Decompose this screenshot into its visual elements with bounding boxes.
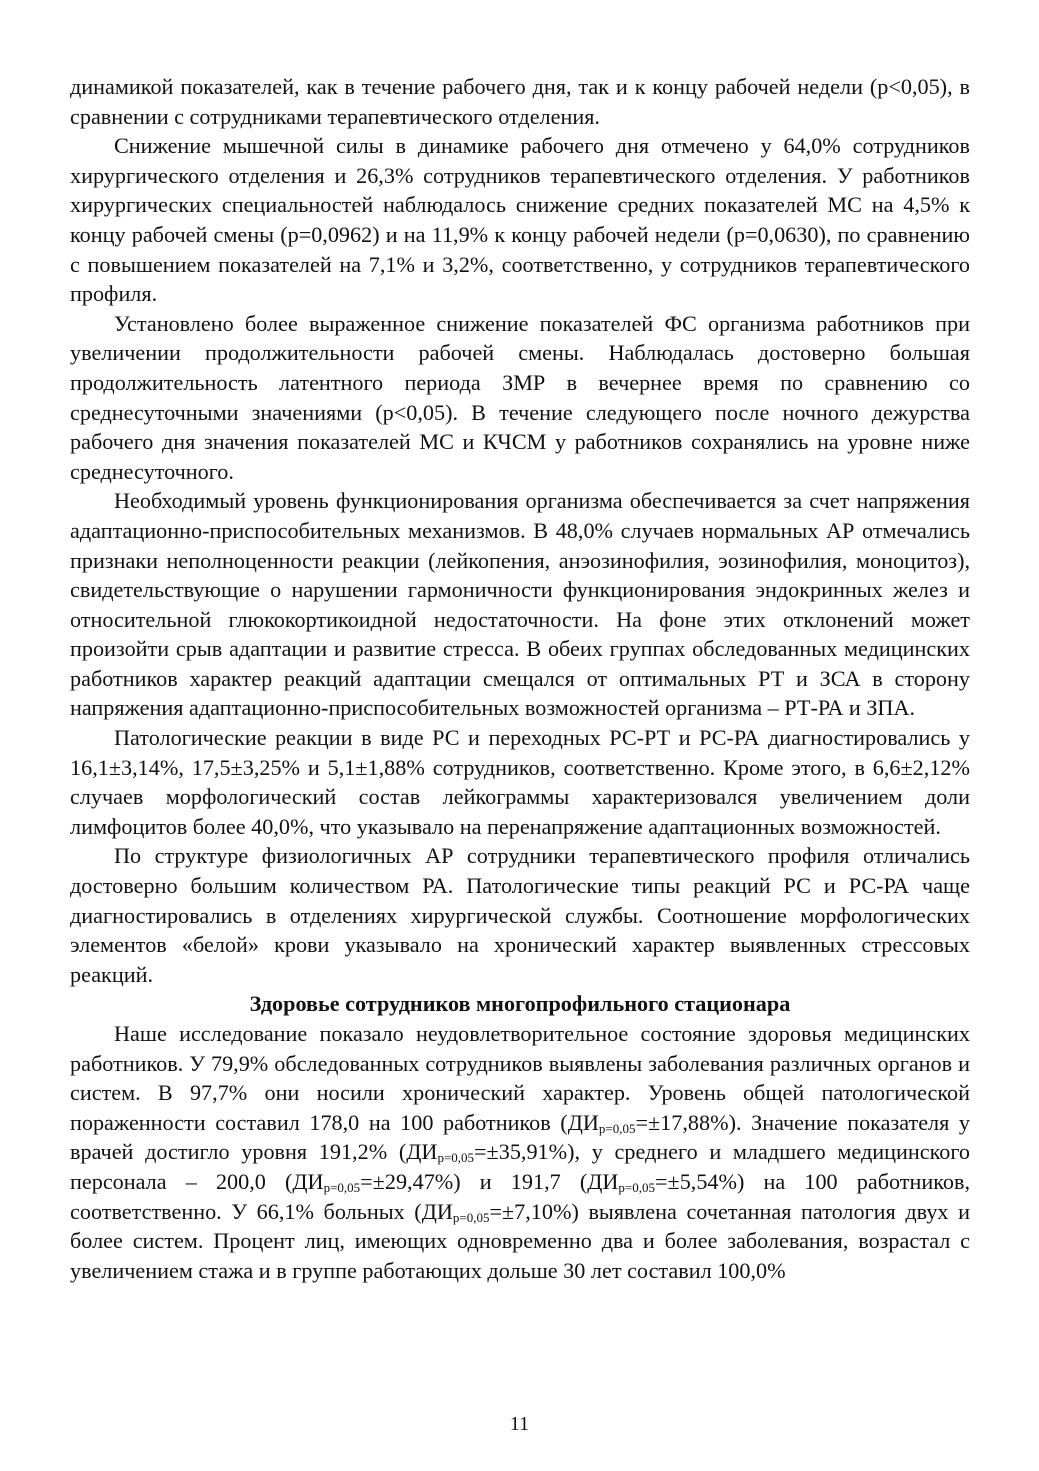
ci-text-1: =±17,88%). Значение показателя у врачей достигло уровня 191,2% — [70, 1109, 971, 1165]
ci-text-2: =±35,91%), у среднего и младшего медицинского персонала – 200,0 — [70, 1139, 971, 1194]
ci-label: ДИ — [587, 1168, 619, 1194]
ci-subscript: р=0,05 — [323, 1179, 361, 1195]
paragraph-5: Патологические реакции в виде РС и переходных РС-РТ и РС-РА диагностировались у 16,1±3,14%, 17,5±3,25% и 5,1±1,88% сотрудников, соответственно. Кроме этого, в 6,6±2,12% случаев морфологический состав лейкограммы характеризовался увеличением доли лимфоцитов более 40,0%, что указывало на перенапряжение адаптационных возможностей. — [70, 725, 970, 839]
section-lead-text: Наше исследование показало неудовлетворительное состояние здоровья медицинских работников. У 79,9% обследованных сотрудников выявлены заболевания различных органов и систем. В 97,7% они носили хронический характер. Уровень общей патологической пораженности составил 178,0 на 100 работников — [70, 1021, 970, 1135]
section-paragraph: Наше исследование показало неудовлетворительное состояние здоровья медицинских работников. У 79,9% обследованных сотрудников выявлены заболевания различных органов и систем. В 97,7% они носили хронический характер. Уровень общей патологической пораженности составил 178,0 на 100 работников $(ДИ_{р=0,05}=\pm 17,88\%)$. Значение показателя у врачей достигло уровня 191,2% $(ДИ_{р=0,05}=\pm 35,91\%)$, у среднего и младшего медицинского персонала – 200,0 $(ДИ_{р=0,05}=\pm 29,47\%)$ и 191,7 $(ДИ_{р=0,05}=\pm 5,54\%)$ на 100 работников, соответственно. У 66,1% больных $(ДИ_{р=0,05}=\pm 7,10\%)$ выявлена сочетанная патология двух и более систем. Процент лиц, имеющих одновременно два и более заболевания, возрастал с увеличением стажа и в группе работающих дольше 30 лет составил 100,0% — [70, 1021, 971, 1283]
page-number: 11 — [509, 1413, 530, 1435]
paragraph-2: Снижение мышечной силы в динамике рабочего дня отмечено у 64,0% сотрудников хирургического отделения и 26,3% сотрудников терапевтического отделения. У работников хирургических специальностей наблюдалось снижение средних показателей МС на 4,5% к концу рабочей смены (р=0,0962) и на 11,9% к концу рабочей недели (р=0,0630), по сравнению с повышением показателей на 7,1% и 3,2%, соответственно, у сотрудников терапевтического профиля. — [70, 133, 970, 307]
document-page — [70, 72, 970, 1285]
section-heading: Здоровье сотрудников многопрофильного стационара — [249, 991, 791, 1017]
ci-subscript: р=0,05 — [452, 1209, 490, 1225]
ci-subscript: р=0,05 — [437, 1150, 475, 1166]
ci-subscript: р=0,05 — [598, 1120, 636, 1136]
paragraph-4: Необходимый уровень функционирования организма обеспечивается за счет напряжения адаптационно-приспособительных механизмов. В 48,0% случаев нормальных АР отмечались признаки неполноценности реакции (лейкопения, анэозинофилия, эозинофилия, моноцитоз), свидетельствующие о нарушении гармоничности функционирования эндокринных желез и относительной глюкокортикоидной недостаточности. На фоне этих отклонений может произойти срыв адаптации и развитие стресса. В обеих группах обследованных медицинских работников характер реакций адаптации смещался от оптимальных РТ и ЗСА в сторону напряжения адаптационно-приспособительных возможностей организма – РТ-РА и ЗПА. — [70, 488, 970, 721]
paragraph-6: По структуре физиологичных АР сотрудники терапевтического профиля отличались достоверно большим количеством РА. Патологические типы реакций РС и РС-РА чаще диагностировались в отделениях хирургической службы. Соотношение морфологических элементов «белой» крови указывало на хронический характер выявленных стрессовых реакций. — [70, 843, 970, 987]
ci-text-5: =±7,10%) выявлена сочетанная патология двух и более систем. Процент лиц, имеющих одновременно два и более заболевания, возрастал с увеличением стажа и в группе работающих дольше 30 лет составил 100,0% — [70, 1198, 970, 1283]
ci-label: ДИ — [567, 1109, 599, 1135]
paragraph-1: динамикой показателей, как в течение рабочего дня, так и к концу рабочей недели (р<0,05), в сравнении с сотрудниками терапевтического отделения. — [70, 74, 970, 129]
paragraph-3: Установлено более выраженное снижение показателей ФС организма работников при увеличении продолжительности рабочей смены. Наблюдалась достоверно большая продолжительность латентного периода ЗМР в вечернее время по сравнению со среднесуточными значениями (р<0,05). В течение следующего после ночного дежурства рабочего дня значения показателей МС и КЧСМ у работников сохранялись на уровне ниже среднесуточного. — [70, 310, 970, 484]
ci-text-3: =±29,47%) и 191,7 ( — [360, 1168, 588, 1194]
ci-label: ДИ — [406, 1139, 438, 1165]
ci-text-4: =±5,54%) на 100 работников, соответственно. У 66,1% больных ( — [70, 1168, 971, 1224]
ci-subscript: р=0,05 — [618, 1179, 655, 1195]
ci-label: ДИ — [292, 1168, 324, 1194]
ci-label: ДИ — [421, 1198, 453, 1224]
